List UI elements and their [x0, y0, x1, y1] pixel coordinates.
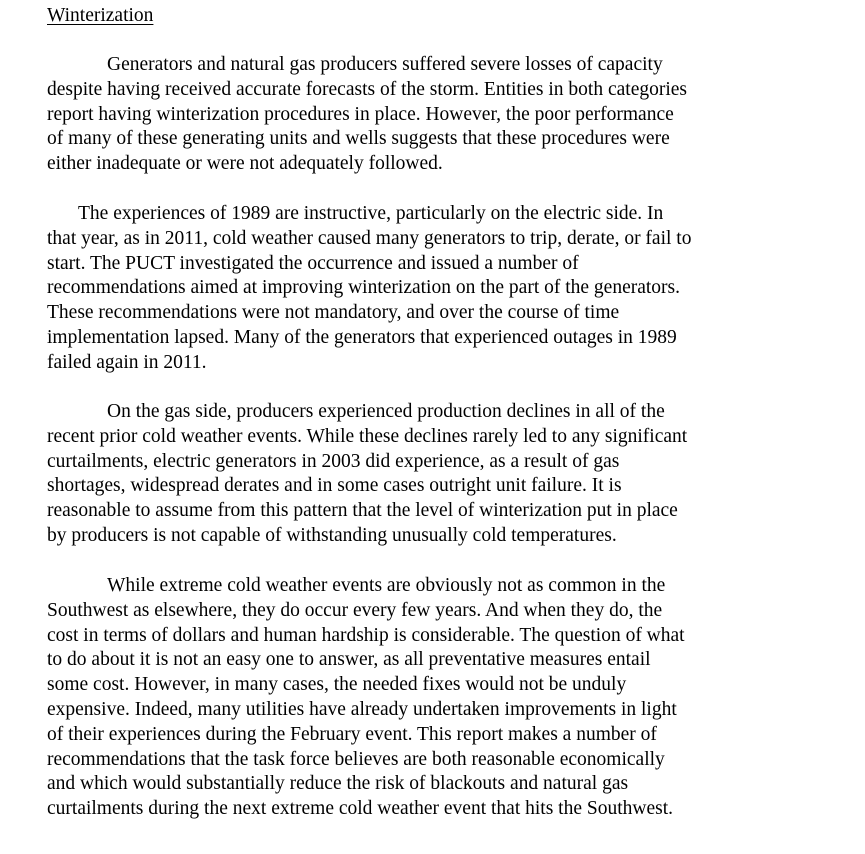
paragraph-line: and which would substantially reduce the risk of blackouts and natural gas: [47, 773, 629, 795]
paragraph-line: On the gas side, producers experienced production declines in all of the: [107, 401, 665, 422]
paragraph-line: curtailments, electric generators in 2003 did experience, as a result of gas: [47, 450, 620, 472]
paragraph-line: cost in terms of dollars and human hardship is considerable. The question of what: [47, 624, 685, 646]
paragraph-line: some cost. However, in many cases, the needed fixes would not be unduly: [47, 674, 627, 696]
paragraph-line: by producers is not capable of withstanding unusually cold temperatures.: [47, 525, 617, 546]
paragraph-line: of many of these generating units and wells suggests that these procedures were: [47, 128, 670, 150]
paragraph-line: recent prior cold weather events. While these declines rarely led to any significant: [47, 425, 688, 447]
paragraph-line: These recommendations were not mandatory, and over the course of time: [47, 302, 620, 324]
paragraph-line: shortages, widespread derates and in some cases outright unit failure. It is: [47, 475, 622, 497]
paragraph-line: that year, as in 2011, cold weather caused many generators to trip, derate, or fail to: [47, 227, 692, 249]
paragraph-line: failed again in 2011.: [47, 351, 207, 373]
paragraph-line: While extreme cold weather events are obviously not as common in the: [107, 575, 666, 596]
paragraph-line: either inadequate or were not adequately followed.: [47, 153, 443, 175]
section-heading: Winterization: [47, 5, 154, 26]
paragraph-line: implementation lapsed. Many of the generators that experienced outages in 1989: [47, 327, 677, 348]
paragraph-line: start. The PUCT investigated the occurrence and issued a number of: [47, 252, 579, 274]
paragraph-line: report having winterization procedures in place. However, the poor performance: [47, 103, 674, 125]
paragraph-line: of their experiences during the February event. This report makes a number of: [47, 723, 657, 745]
paragraph-line: Southwest as elsewhere, they do occur every few years. And when they do, the: [47, 599, 663, 621]
paragraph-line: The experiences of 1989 are instructive, particularly on the electric side. In: [78, 203, 664, 224]
paragraph-line: reasonable to assume from this pattern that the level of winterization put in place: [47, 500, 678, 522]
paragraph-line: curtailments during the next extreme cold weather event that hits the Southwest.: [47, 798, 673, 820]
paragraph-line: to do about it is not an easy one to answer, as all preventative measures entail: [47, 649, 651, 671]
paragraph-line: Generators and natural gas producers suffered severe losses of capacity: [107, 54, 663, 75]
paragraph-line: recommendations that the task force believes are both reasonable economically: [47, 748, 665, 770]
paragraph-line: expensive. Indeed, many utilities have already undertaken improvements in light: [47, 699, 677, 720]
paragraph-line: despite having received accurate forecasts of the storm. Entities in both categories: [47, 78, 688, 100]
paragraph-line: recommendations aimed at improving winterization on the part of the generators.: [47, 277, 681, 299]
